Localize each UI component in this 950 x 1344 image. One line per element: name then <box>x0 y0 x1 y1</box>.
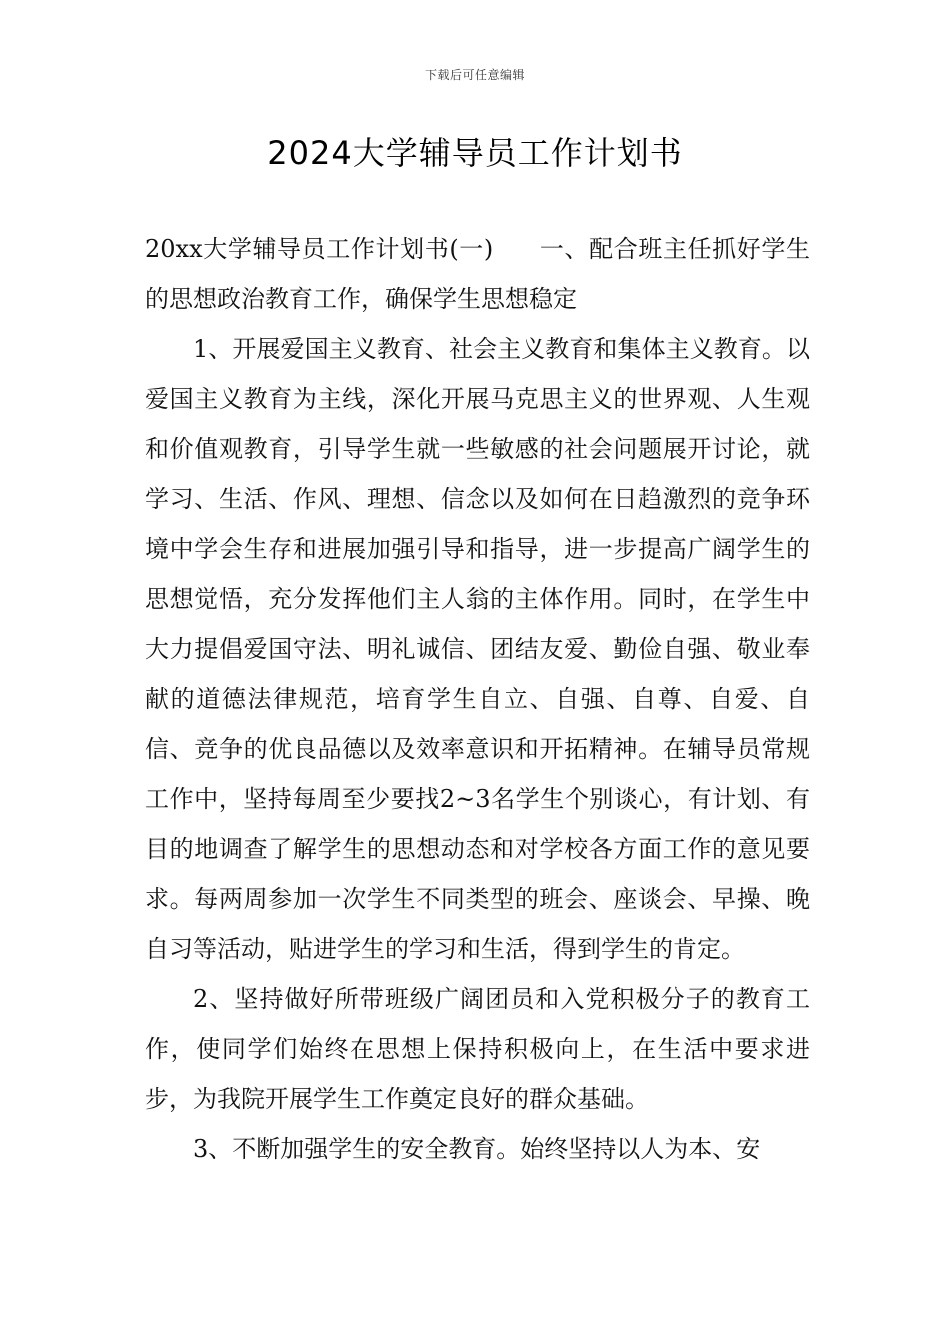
paragraph-3: 3、不断加强学生的安全教育。始终坚持以人为本、安 <box>193 1135 761 1163</box>
header-note: 下载后可任意编辑 <box>424 68 525 82</box>
section-heading: 一、配合班主任抓好学生的思想政治教育工作，确保学生思想稳定 <box>145 235 810 313</box>
document-body <box>145 224 810 1174</box>
paragraph-2: 2、坚持做好所带班级广阔团员和入党积极分子的教育工作，使同学们始终在思想上保持积极向上，在生活中要求进步，为我院开展学生工作奠定良好的群众基础。 <box>145 985 810 1113</box>
document-title: 2024大学辅导员工作计划书 <box>267 134 683 172</box>
intro-paragraph <box>145 224 810 324</box>
paragraph-1: 1、开展爱国主义教育、社会主义教育和集体主义教育。以爱国主义教育为主线，深化开展马克思主义的世界观、人生观和价值观教育，引导学生就一些敏感的社会问题展开讨论，就学习、生活、作风、理想、信念以及如何在日趋激烈的竞争环境中学会生存和进展加强引导和指导，进一步提高广阔学生的思想觉悟，充分发挥他们主人翁的主体作用。同时，在学生中大力提倡爱国守法、明礼诚信、团结友爱、勤俭自强、敬业奉献的道德法律规范，培育学生自立、自强、自尊、自爱、自信、竞争的优良品德以及效率意识和开拓精神。在辅导员常规工作中，坚持每周至少要找2~3名学生个别谈心，有计划、有目的地调查了解学生的思想动态和对学校各方面工作的意见要求。每两周参加一次学生不同类型的班会、座谈会、早操、晚自习等活动，贴进学生的学习和生活，得到学生的肯定。 <box>145 335 810 963</box>
intro-heading: 20xx大学辅导员工作计划书(一) <box>145 235 494 263</box>
